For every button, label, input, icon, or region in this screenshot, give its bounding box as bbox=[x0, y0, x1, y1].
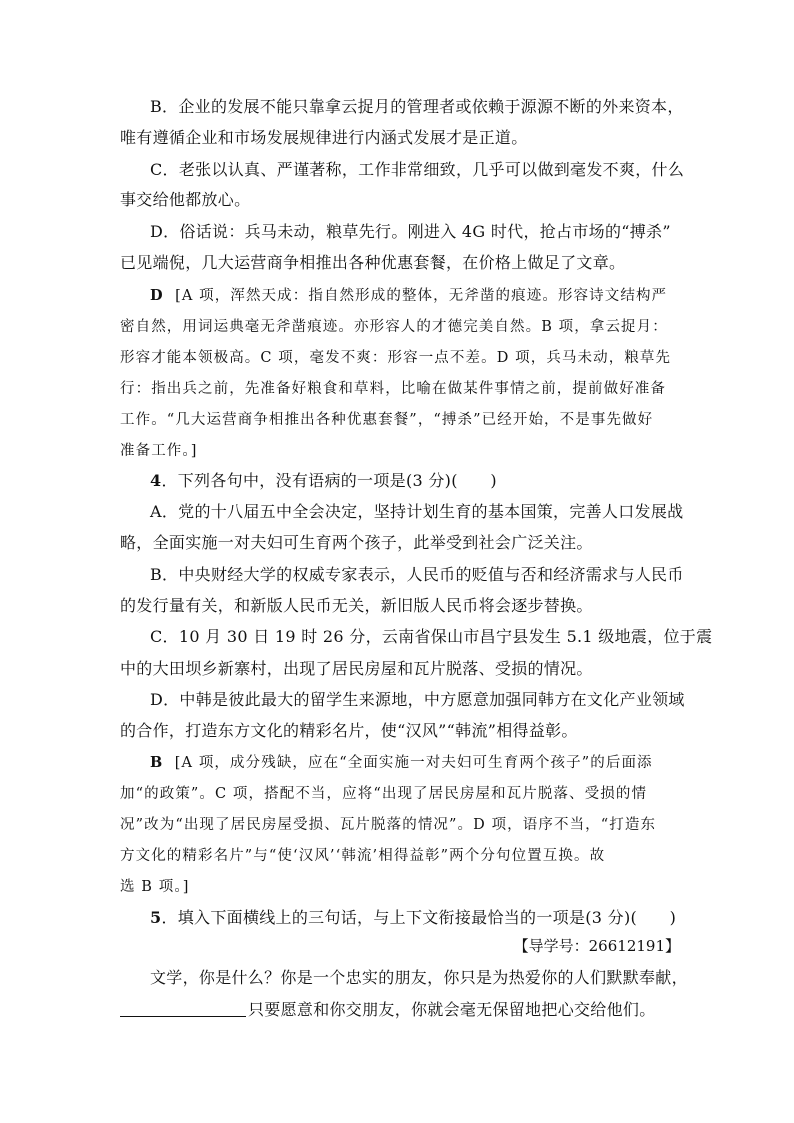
q5-stem-text: ．填入下面横线上的三句话，与上下文衔接最恰当的一项是(3 分)( ) bbox=[161, 908, 677, 927]
q3-answer-label: D bbox=[150, 287, 164, 304]
q3-option-d-line-1: D．俗话说：兵马未动，粮草先行。刚进入 4G 时代，抢占市场的“搏杀” bbox=[150, 222, 671, 241]
q5-reference-number: 【导学号：26612191】 bbox=[513, 937, 680, 955]
q4-answer-line-2: 加“的政策”。C 项，搭配不当，应将“出现了居民房屋和瓦片脱落、受损的情 bbox=[120, 786, 648, 802]
q3-option-c-line-2: 事交给他都放心。 bbox=[120, 190, 251, 209]
q4-option-d-line-2: 的合作，打造东方文化的精彩名片，使“汉风”“韩流”相得益彰。 bbox=[120, 721, 578, 740]
q3-answer-line-1 bbox=[150, 286, 680, 306]
q3-answer-text-1: [A 项，浑然天成：指自然形成的整体，无斧凿的痕迹。形容诗文结构严 bbox=[175, 288, 668, 304]
q4-option-c-line-1: C．10 月 30 日 19 时 26 分，云南省保山市昌宁县发生 5.1 级地震，位于震 bbox=[150, 627, 713, 646]
q4-option-d-line-1: D．中韩是彼此最大的留学生来源地，中方愿意加强同韩方在文化产业领域 bbox=[150, 690, 685, 709]
q4-option-b-line-1: B．中央财经大学的权威专家表示，人民币的贬值与否和经济需求与人民币 bbox=[150, 565, 684, 584]
q3-option-b-line-1: B．企业的发展不能只靠拿云捉月的管理者或依赖于源源不断的外来资本， bbox=[150, 97, 684, 116]
q4-option-a-line-2: 略，全面实施一对夫妇可生育两个孩子，此举受到社会广泛关注。 bbox=[120, 533, 593, 552]
q4-option-a-line-1: A．党的十八届五中全会决定，坚持计划生育的基本国策，完善人口发展战 bbox=[150, 502, 684, 521]
q3-option-d-line-2: 已见端倪，几大运营商争相推出各种优惠套餐，在价格上做足了文章。 bbox=[120, 253, 626, 272]
q3-option-c-line-1: C．老张以认真、严谨著称，工作非常细致，几乎可以做到毫发不爽，什么 bbox=[150, 160, 685, 179]
q4-option-b-line-2: 的发行量有关，和新版人民币无关，新旧版人民币将会逐步替换。 bbox=[120, 596, 593, 615]
q5-text-line-2-content: 只要愿意和你交朋友，你就会毫无保留地把心交给他们。 bbox=[248, 1000, 656, 1019]
q5-stem bbox=[150, 908, 677, 928]
q4-number: 4 bbox=[150, 471, 162, 490]
q4-answer-text-1: [A 项，成分残缺，应在“全面实施一对夫妇可生育两个孩子”的后面添 bbox=[174, 755, 653, 771]
q4-answer-line-3: 况”改为“出现了居民房屋受损、瓦片脱落的情况”。D 项，语序不当，“打造东 bbox=[120, 817, 657, 833]
q4-answer-label: B bbox=[150, 754, 164, 771]
q3-option-b-line-2: 唯有遵循企业和市场发展规律进行内涵式发展才是正道。 bbox=[120, 128, 528, 147]
q3-answer-line-2: 密自然，用词运典毫无斧凿痕迹。亦形容人的才德完美自然。B 项，拿云捉月： bbox=[120, 319, 668, 335]
q5-text-line-1: 文学，你是什么？你是一个忠实的朋友，你只是为热爱你的人们默默奉献， bbox=[150, 968, 688, 987]
q3-answer-line-4: 行：指出兵之前，先准备好粮食和草料，比喻在做某件事情之前，提前做好准备 bbox=[120, 381, 666, 397]
q5-number: 5 bbox=[150, 908, 162, 927]
q4-option-c-line-2: 中的大田坝乡新寨村，出现了居民房屋和瓦片脱落、受损的情况。 bbox=[120, 659, 593, 678]
q4-answer-line-4: 方文化的精彩名片”与“使‘汉风’‘韩流’相得益彰”两个分句位置互换。故 bbox=[120, 848, 606, 864]
q4-stem-text: ．下列各句中，没有语病的一项是(3 分)( ) bbox=[161, 471, 497, 490]
fill-in-blank[interactable] bbox=[120, 1002, 246, 1017]
q4-answer-line-5: 选 B 项。] bbox=[120, 879, 190, 895]
q3-answer-line-6: 准备工作。] bbox=[120, 443, 198, 459]
q5-text-line-2 bbox=[120, 1000, 680, 1020]
q4-answer-line-1 bbox=[150, 753, 680, 773]
q3-answer-line-3: 形容才能本领极高。C 项，毫发不爽：形容一点不差。D 项，兵马未动，粮草先 bbox=[120, 350, 672, 366]
q3-answer-line-5: 工作。“几大运营商争相推出各种优惠套餐”，“搏杀”已经开始，不是事先做好 bbox=[120, 412, 654, 428]
q4-stem bbox=[150, 471, 680, 491]
